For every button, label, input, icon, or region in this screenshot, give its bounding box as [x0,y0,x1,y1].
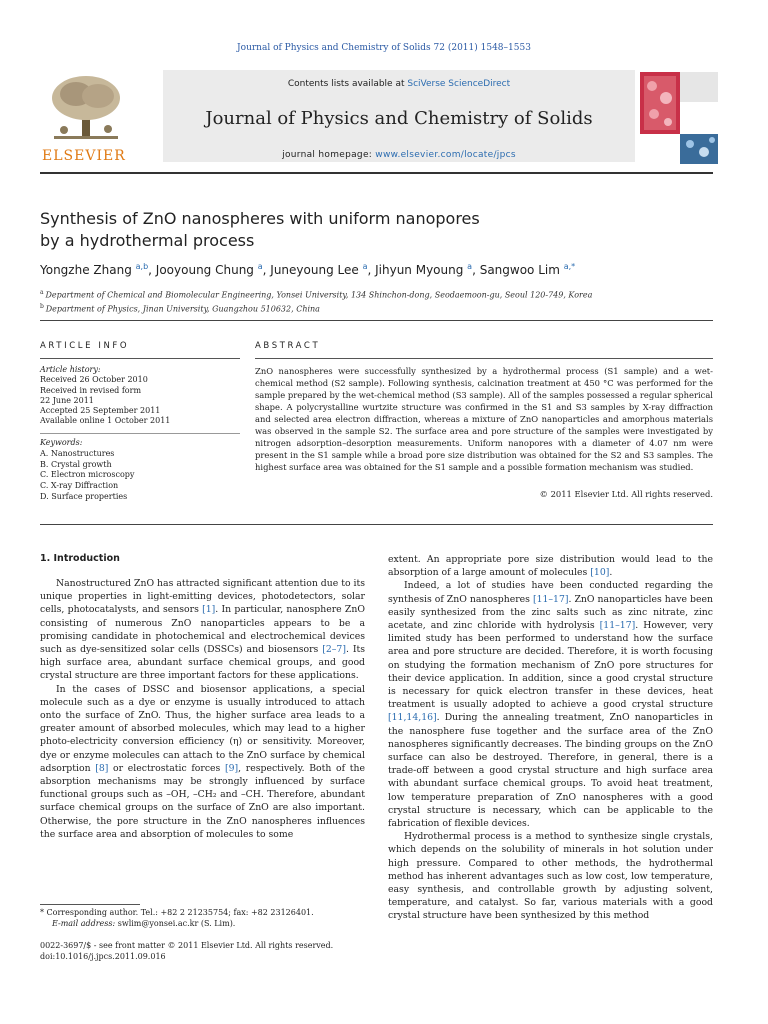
history-item: 22 June 2011 [40,395,94,405]
history-item: Available online 1 October 2011 [40,416,171,426]
body-column-right [388,553,713,923]
intro-heading: 1. Introduction [40,553,120,564]
header-rule [40,172,713,174]
article-info-label: ARTICLE INFO [40,341,130,351]
paragraph: Indeed, a lot of studies have been conducted regarding the synthesis of ZnO nanospheres [11–17]. ZnO nanoparticles have been easily synthesized from the zinc salts such as zinc nitrate, zinc acetate, and zinc chloride with hydrolysis [11–17]. However, very limited study has been performed to understand how the surface area and pore structure are decided. Therefore, it is worth focusing on studying the formation mechanism of ZnO pore structures for their device application. In addition, since a good crystal structure is necessary for quick electron transfer in these devices, heat treatment is usually adopted to achieve a good crystal structure [11,14,16]. During the annealing treatment, ZnO nanoparticles in the nanosphere fuse together and the surface area of the ZnO nanospheres significantly decreases. The binding groups on the ZnO surface can also be destroyed. Therefore, in general, there is a trade-off between a good crystal structure and high surface area with abundant surface chemical groups. To avoid heat treatment, low temperature preparation of ZnO nanospheres with a good crystal structure is necessary, which can be applicable to the fabrication of flexible devices. [388,580,713,830]
citation-link[interactable]: [2–7] [322,644,346,656]
info-rule [40,358,240,359]
history-heading: Article history: [40,365,101,374]
journal-title: Journal of Physics and Chemistry of Solids [205,108,593,129]
article-title [40,208,640,252]
affiliation-line: $^b$ Department of Physics, Jinan University, Guangzhou 510632, China [40,302,320,314]
history-item: Received in revised form [40,385,142,395]
paragraph: Nanostructured ZnO has attracted significant attention due to its unique properties in light-emitting devices, photodetectors, solar cells, photocatalysts, and sensors [1]. In particular, nanosphere ZnO consisting of numerous ZnO nanoparticles appears to be a promising candidate in photochemical and electrochemical devices such as dye-sensitized solar cells (DSSCs) and biosensors [2–7]. Its high surface area, abundant surface chemical groups, and good crystal structure are three important factors for these applications. [40,578,366,682]
affiliations [40,287,720,314]
keyword-item: C. Electron microscopy [40,470,135,480]
author-name[interactable]: Sangwoo Lim $^{a,*}$ [479,262,576,277]
keyword-item: C. X-ray Diffraction [40,481,119,491]
author-list: Yongzhe Zhang $^{a,b}$, Jooyoung Chung $^a$, Juneyoung Lee $^a$, Jihyun Myoung $^a$, Sangwoo Lim $^{a,*}$ [40,262,576,277]
issn-line: 0022-3697/$ - see front matter © 2011 Elsevier Ltd. All rights reserved. [40,941,334,950]
author-name[interactable]: Yongzhe Zhang $^{a,b}$ [40,262,149,277]
abstract-rule [255,358,713,359]
doi-line[interactable]: doi:10.1016/j.jpcs.2011.09.016 [40,952,166,961]
paragraph: extent. An appropriate pore size distribution would lead to the absorption of a large amount of molecules [10]. [388,554,713,579]
journal-cover-image [638,70,720,165]
keyword-item: A. Nanostructures [40,448,115,458]
abstract-label: ABSTRACT [255,341,321,351]
affiliation-line: $^a$ Department of Chemical and Biomolecular Engineering, Yonsei University, 134 Shinchon-dong, Seodaemoon-gu, Seoul 120-749, Korea [40,289,593,300]
body-column-left [40,577,365,841]
email-line: E-mail address: swlim@yonsei.ac.kr (S. Lim). [52,919,236,928]
citation-link[interactable]: [8] [95,762,109,774]
title-line-1: Synthesis of ZnO nanospheres with uniform nanopores [40,209,480,228]
citation-link[interactable]: [9] [224,762,239,774]
contents-prefix: Contents lists available at [287,79,408,89]
author-affiliation-marker: a [257,262,263,271]
article-history [40,365,245,427]
contents-line [163,79,635,89]
citation-link[interactable]: [11,14,16] [388,712,437,724]
citation-link[interactable]: [10] [590,567,610,579]
elsevier-logo-text: ELSEVIER [42,148,126,164]
journal-citation[interactable]: Journal of Physics and Chemistry of Solids 72 (2011) 1548–1553 [237,43,531,53]
author-name[interactable]: Jooyoung Chung $^a$ [155,262,263,277]
keywords-rule [40,433,240,434]
keyword-list [40,449,245,503]
body-rule [40,524,713,525]
footnote [40,907,370,929]
author-affiliation-marker: a [362,262,368,271]
keyword-item: B. Crystal growth [40,459,112,469]
author-affiliation-marker: a,b [135,262,149,271]
author-affiliation-marker: a [467,262,473,271]
homepage-link[interactable]: www.elsevier.com/locate/jpcs [375,150,516,160]
paragraph: In the cases of DSSC and biosensor applications, a special molecule such as a dye or enzyme is usually introduced to attach onto the surface of ZnO. Thus, the higher surface area leads to a greater amount of absorbed molecules, which may lead to a higher photo-electricity conversion efficiency (η) or sensitivity. Moreover, dye or enzyme molecules can attach to the ZnO surface by chemical adsorption [8] or electrostatic forces [9], respectively. Both of the absorption mechanisms may be strongly influenced by surface functional groups such as –OH, –CH₂ and –CH. Therefore, abundant surface chemical groups on the surface of ZnO are also important. Otherwise, the pore structure in the ZnO nanospheres influences the surface area and absorption of molecules to some [40,683,365,840]
copyright-line: © 2011 Elsevier Ltd. All rights reserved. [539,489,713,499]
email-link[interactable]: swlim@yonsei.ac.kr (S. Lim). [117,919,236,928]
author-name[interactable]: Juneyoung Lee $^a$ [270,262,368,277]
sciencedirect-link[interactable]: SciVerse ScienceDirect [407,79,511,89]
keywords [40,438,245,503]
elsevier-tree-icon [46,74,126,142]
keywords-heading: Keywords: [40,438,83,447]
author-affiliation-marker: a,* [563,262,576,271]
history-list [40,375,245,426]
footnote-rule [40,904,140,905]
bottom-info [40,940,370,962]
journal-banner [40,70,720,165]
author-name[interactable]: Jihyun Myoung $^a$ [375,262,473,277]
corresponding-author: * Corresponding author. Tel.: +82 2 21235754; fax: +82 23126401. [40,908,314,917]
title-line-2: by a hydrothermal process [40,231,255,250]
citation-link[interactable]: [1] [202,604,216,616]
homepage-line [163,150,635,160]
publisher-logo-box [40,70,160,165]
keyword-item: D. Surface properties [40,491,128,501]
paragraph: Hydrothermal process is a method to synthesize single crystals, which depends on the solubility of minerals in hot solution under high pressure. Compared to other methods, the hydrothermal method has inherent advantages such as low cost, low temperature, easy synthesis, and controllable growth by adjusting solvent, temperature, and catalyst. So far, various materials with a good crystal structure have been synthesized by this method [388,831,713,922]
history-item: Received 26 October 2010 [40,375,148,385]
citation-link[interactable]: [11–17] [599,620,636,632]
homepage-prefix: journal homepage: [282,150,376,160]
journal-info-box [163,70,635,162]
citation-link[interactable]: [11–17] [532,593,569,605]
abstract-text: ZnO nanospheres were successfully synthesized by a hydrothermal process (S1 sample) and a wet-chemical method (S2 sample). Following synthesis, calcination treatment at 450 °C was performed for the sample prepared by the wet-chemical method (S3 sample). All of the samples possessed a regular spherical shape. A polycrystalline wurtzite structure was confirmed in the S1 and S3 samples by X-ray diffraction and selected area electron diffraction, whereas a mixture of ZnO nanoparticles and amorphous materials was observed in the sample S2. The surface area and pore structure of the samples were investigated by nitrogen adsorption–desorption measurements. Uniform nanopores with a diameter of 4.07 nm were present in the S1 sample while a broad pore size distribution was obtained for the S2 and S3 samples. The highest surface area was obtained for the S1 sample and a possible formation mechanism was studied. [255,366,713,472]
history-item: Accepted 25 September 2011 [40,406,161,416]
section-rule [40,320,713,321]
